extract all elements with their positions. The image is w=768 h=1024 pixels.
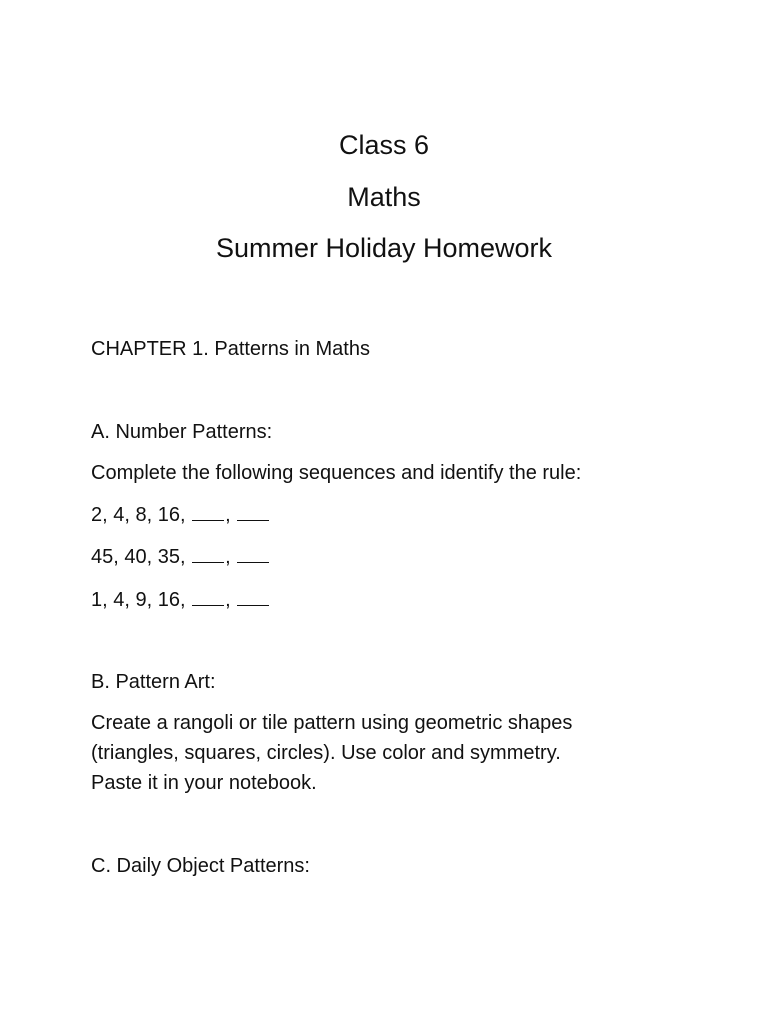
section-b-body-line: Create a rangoli or tile pattern using geometric shapes: [91, 712, 573, 734]
blank-separator: ,: [225, 546, 231, 568]
sequence-terms: 1, 4, 9, 16,: [91, 589, 192, 611]
section-b-heading: B. Pattern Art:: [91, 671, 216, 693]
sequence-terms: 2, 4, 8, 16,: [91, 504, 192, 526]
answer-blank: [237, 548, 269, 563]
sequence-row: [91, 542, 270, 572]
blank-separator: ,: [225, 589, 231, 611]
sequence-row: [91, 500, 270, 530]
homework-title: Summer Holiday Homework: [215, 233, 553, 263]
answer-blank: [237, 506, 269, 521]
section-b-body-line: (triangles, squares, circles). Use color and symmetry.: [91, 742, 561, 764]
sequence-terms: 45, 40, 35,: [91, 546, 192, 568]
answer-blank: [192, 591, 224, 606]
class-title: Class 6: [338, 130, 430, 160]
chapter-heading: CHAPTER 1. Patterns in Maths: [91, 338, 370, 360]
answer-blank: [192, 548, 224, 563]
answer-blank: [192, 506, 224, 521]
sequence-row: [91, 585, 270, 615]
section-c-heading: C. Daily Object Patterns:: [91, 855, 310, 877]
section-a-instruction: Complete the following sequences and identify the rule:: [91, 462, 582, 484]
blank-separator: ,: [225, 504, 231, 526]
section-a-heading: A. Number Patterns:: [91, 421, 273, 443]
subject-title: Maths: [347, 182, 421, 212]
answer-blank: [237, 591, 269, 606]
section-b-body-line: Paste it in your notebook.: [91, 772, 317, 794]
